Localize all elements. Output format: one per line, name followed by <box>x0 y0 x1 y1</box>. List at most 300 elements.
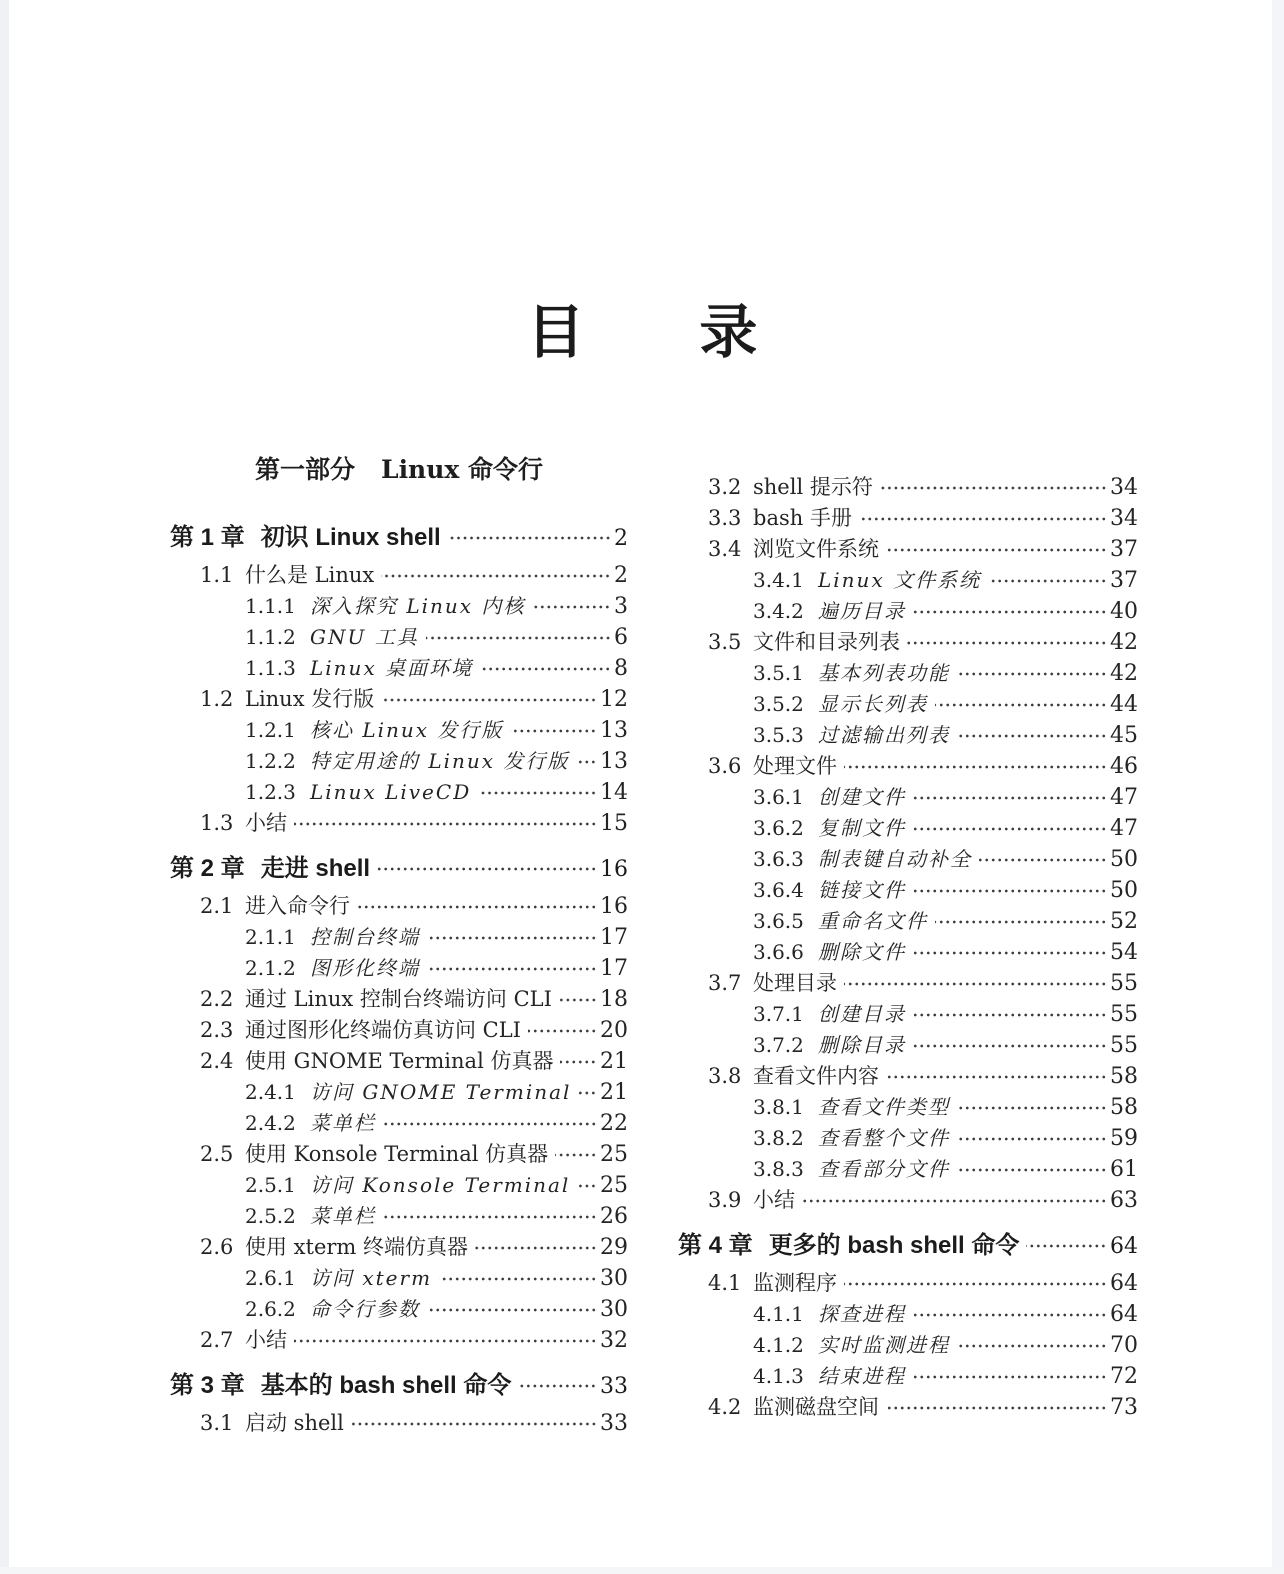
dot-leader <box>427 966 597 972</box>
toc-entry-number: 2.6.2 <box>245 1297 296 1321</box>
toc-entry-page: 58 <box>1110 1064 1138 1089</box>
toc-entry-number: 2.3 <box>200 1018 234 1042</box>
toc-entry-page: 50 <box>1110 847 1138 872</box>
toc-entry-title: 进入命令行 <box>245 894 350 918</box>
toc-entry-number: 4.1 <box>708 1271 742 1295</box>
toc-entry-row <box>170 622 628 653</box>
toc-entry-title: 什么是 Linux <box>245 563 375 587</box>
toc-entry-title: 处理目录 <box>753 971 837 995</box>
toc-entry-row <box>678 751 1138 782</box>
toc-entry-page: 6 <box>614 625 628 650</box>
toc-entry-row <box>678 1330 1138 1361</box>
dot-leader <box>913 950 1107 956</box>
toc-entry-row <box>170 1325 628 1356</box>
dot-leader <box>532 604 611 610</box>
toc-entry-row <box>678 472 1138 503</box>
toc-entry-title: 创建文件 <box>818 785 906 809</box>
toc-entry-title: 处理文件 <box>753 754 837 778</box>
toc-entry-page: 63 <box>1110 1188 1138 1213</box>
toc-entry-page: 25 <box>600 1142 628 1167</box>
dot-leader <box>528 1028 597 1034</box>
toc-entry-page: 33 <box>600 1411 628 1436</box>
toc-entry-row <box>170 1046 628 1077</box>
toc-entry-row <box>170 891 628 922</box>
dot-leader <box>518 1383 597 1389</box>
toc-entry-number: 3.5 <box>708 630 742 654</box>
dot-leader <box>377 866 597 872</box>
dot-leader <box>880 485 1107 491</box>
dot-leader <box>913 888 1107 894</box>
toc-entry-row <box>678 1030 1138 1061</box>
toc-entry-title: 基本的 bash shell 命令 <box>260 1372 512 1399</box>
toc-entry-row <box>678 689 1138 720</box>
toc-entry-page: 22 <box>600 1111 628 1136</box>
toc-entry-number: 4.1.2 <box>753 1333 804 1357</box>
toc-chapter-row <box>678 1226 1138 1266</box>
toc-entry-row <box>170 1139 628 1170</box>
toc-entry-number: 3.8 <box>708 1064 742 1088</box>
toc-entry-title: 小结 <box>753 1188 795 1212</box>
toc-entry-row <box>678 844 1138 875</box>
toc-entry-page: 18 <box>600 987 628 1012</box>
page-title: 目 录 <box>526 300 758 365</box>
toc-entry-number: 4.1.1 <box>753 1302 804 1326</box>
toc-entry-number: 3.6.3 <box>753 847 804 871</box>
toc-entry-page: 44 <box>1110 692 1138 717</box>
toc-entry-number: 1.3 <box>200 811 234 835</box>
toc-entry-number: 3.5.3 <box>753 723 804 747</box>
toc-entry-page: 47 <box>1110 816 1138 841</box>
toc-entry-number: 2.4.2 <box>245 1111 296 1135</box>
toc-entry-page: 16 <box>600 894 628 919</box>
toc-entry-number: 3.4 <box>708 537 742 561</box>
toc-entry-page: 30 <box>600 1266 628 1291</box>
toc-chapter-row <box>170 518 628 558</box>
toc-entry-page: 30 <box>600 1297 628 1322</box>
toc-entry-row <box>678 1185 1138 1216</box>
dot-leader <box>560 1059 597 1065</box>
toc-entry-page: 20 <box>600 1018 628 1043</box>
toc-entry-title: 更多的 bash shell 命令 <box>768 1232 1020 1259</box>
toc-entry-row <box>678 875 1138 906</box>
toc-entry-page: 70 <box>1110 1333 1138 1358</box>
toc-entry-row <box>678 1092 1138 1123</box>
dot-leader <box>383 1214 597 1220</box>
toc-entry-number: 1.1 <box>200 563 234 587</box>
toc-entry-number: 2.6 <box>200 1235 234 1259</box>
toc-entry-row <box>170 984 628 1015</box>
toc-entry-page: 2 <box>614 563 628 588</box>
toc-entry-page: 54 <box>1110 940 1138 965</box>
dot-leader <box>979 857 1107 863</box>
toc-entry-title: 复制文件 <box>818 816 906 840</box>
toc-entry-title: 链接文件 <box>818 878 906 902</box>
toc-entry-page: 2 <box>614 526 628 551</box>
dot-leader <box>913 609 1107 615</box>
dot-leader <box>957 1343 1107 1349</box>
page-edge-left <box>0 0 9 1574</box>
toc-entry-row <box>678 906 1138 937</box>
toc-entry-row <box>170 653 628 684</box>
toc-entry-title: 菜单栏 <box>310 1204 376 1228</box>
toc-entry-number: 3.9 <box>708 1188 742 1212</box>
toc-entry-page: 72 <box>1110 1364 1138 1389</box>
dot-leader <box>988 578 1107 584</box>
toc-entry-row <box>170 953 628 984</box>
toc-entry-title: 查看文件类型 <box>818 1095 950 1119</box>
dot-leader <box>381 573 611 579</box>
toc-entry-row <box>170 1108 628 1139</box>
toc-entry-page: 64 <box>1110 1302 1138 1327</box>
toc-entry-number: 2.1 <box>200 894 234 918</box>
toc-entry-number: 2.5.1 <box>245 1173 296 1197</box>
toc-entry-title: 使用 Konsole Terminal 仿真器 <box>245 1142 549 1166</box>
toc-entry-number: 3.1 <box>200 1411 234 1435</box>
toc-entry-number: 第 1 章 <box>170 524 245 551</box>
dot-leader <box>913 795 1107 801</box>
toc-entry-number: 3.4.2 <box>753 599 804 623</box>
toc-entry-page: 8 <box>614 656 628 681</box>
toc-entry-row <box>678 968 1138 999</box>
part-heading <box>170 452 628 488</box>
toc-entry-page: 55 <box>1110 1002 1138 1027</box>
toc-entry-title: 使用 GNOME Terminal 仿真器 <box>245 1049 554 1073</box>
toc-entry-row <box>170 746 628 777</box>
dot-leader <box>886 1405 1107 1411</box>
toc-entry-title: 创建目录 <box>818 1002 906 1026</box>
toc-column-right <box>678 452 1138 1439</box>
dot-leader <box>913 1012 1107 1018</box>
dot-leader <box>478 790 597 796</box>
page-edge-bottom <box>0 1567 1284 1574</box>
dot-leader <box>957 671 1107 677</box>
toc-entry-number: 3.6.6 <box>753 940 804 964</box>
toc-entry-title: 深入探究 Linux 内核 <box>310 594 526 618</box>
toc-entry-page: 34 <box>1110 475 1138 500</box>
toc-entry-title: 特定用途的 Linux 发行版 <box>310 749 570 773</box>
dot-leader <box>1026 1243 1107 1249</box>
toc-entry-row <box>170 922 628 953</box>
toc-entry-number: 3.7 <box>708 971 742 995</box>
toc-entry-number: 第 2 章 <box>170 855 245 882</box>
dot-leader <box>913 1043 1107 1049</box>
toc-entry-title: 控制台终端 <box>310 925 420 949</box>
toc-entry-title: 监测磁盘空间 <box>753 1395 879 1419</box>
toc-entry-page: 50 <box>1110 878 1138 903</box>
toc-entry-page: 73 <box>1110 1395 1138 1420</box>
toc-entry-row <box>678 503 1138 534</box>
toc-entry-number: 4.2 <box>708 1395 742 1419</box>
dot-leader <box>427 935 597 941</box>
toc-entry-title: 图形化终端 <box>310 956 420 980</box>
toc-entry-page: 47 <box>1110 785 1138 810</box>
toc-entry-title: 制表键自动补全 <box>818 847 972 871</box>
dot-leader <box>426 635 611 641</box>
toc-entry-title: 使用 xterm 终端仿真器 <box>245 1235 469 1259</box>
toc-entry-title: 查看部分文件 <box>818 1157 950 1181</box>
toc-entry-page: 42 <box>1110 661 1138 686</box>
toc-entry-title: shell 提示符 <box>753 475 873 499</box>
dot-leader <box>427 1307 597 1313</box>
toc-entry-number: 3.6.4 <box>753 878 804 902</box>
dot-leader <box>844 1281 1107 1287</box>
toc-entry-row <box>170 777 628 808</box>
toc-entry-page: 26 <box>600 1204 628 1229</box>
toc-entry-title: 通过 Linux 控制台终端访问 CLI <box>245 987 552 1011</box>
toc-entry-number: 1.2 <box>200 687 234 711</box>
toc-entry-page: 37 <box>1110 537 1138 562</box>
toc-entry-title: 查看文件内容 <box>753 1064 879 1088</box>
toc-entry-title: 访问 xterm <box>310 1266 433 1290</box>
toc-entry-page: 33 <box>600 1374 628 1399</box>
toc-entry-title: 通过图形化终端仿真访问 CLI <box>245 1018 521 1042</box>
toc-entry-number: 2.2 <box>200 987 234 1011</box>
toc-entry-title: 基本列表功能 <box>818 661 950 685</box>
dot-leader <box>886 1074 1107 1080</box>
toc-entry-title: Linux 桌面环境 <box>310 656 474 680</box>
toc-entry-row <box>678 1061 1138 1092</box>
toc-entry-number: 1.2.1 <box>245 718 296 742</box>
toc-entry-row <box>678 1361 1138 1392</box>
dot-leader <box>510 728 597 734</box>
toc-entry-page: 25 <box>600 1173 628 1198</box>
dot-leader <box>957 733 1107 739</box>
toc-entry-number: 3.5.2 <box>753 692 804 716</box>
toc-entry-page: 58 <box>1110 1095 1138 1120</box>
toc-entry-page: 42 <box>1110 630 1138 655</box>
dot-leader <box>886 547 1107 553</box>
toc-entry-title: 走进 shell <box>260 855 371 882</box>
toc-entry-number: 第 3 章 <box>170 1372 245 1399</box>
toc-entry-title: 删除文件 <box>818 940 906 964</box>
toc-entry-row <box>678 1154 1138 1185</box>
part-label: 第一部分 <box>254 455 355 484</box>
toc-entry-page: 16 <box>600 857 628 882</box>
toc-entry-row <box>170 1408 628 1439</box>
toc-entry-title: 重命名文件 <box>818 909 928 933</box>
dot-leader <box>957 1105 1107 1111</box>
toc-entry-row <box>678 534 1138 565</box>
toc-entry-page: 55 <box>1110 1033 1138 1058</box>
toc-entry-title: 核心 Linux 发行版 <box>310 718 504 742</box>
toc-entry-title: GNU 工具 <box>310 625 419 649</box>
toc-entry-title: 删除目录 <box>818 1033 906 1057</box>
dot-leader <box>957 1136 1107 1142</box>
toc-entry-row <box>678 1123 1138 1154</box>
toc-entry-page: 21 <box>600 1080 628 1105</box>
dot-leader <box>577 1183 597 1189</box>
toc-entry-title: 显示长列表 <box>818 692 928 716</box>
toc-entry-page: 14 <box>600 780 628 805</box>
toc-entry-title: 查看整个文件 <box>818 1126 950 1150</box>
toc-entry-title: 访问 Konsole Terminal <box>310 1173 571 1197</box>
toc-entry-page: 64 <box>1110 1234 1138 1259</box>
dot-leader <box>559 997 597 1003</box>
toc-entry-page: 45 <box>1110 723 1138 748</box>
toc-entry-row <box>678 627 1138 658</box>
toc-entry-page: 13 <box>600 749 628 774</box>
dot-leader <box>935 919 1107 925</box>
toc-entry-row <box>170 1232 628 1263</box>
toc-entry-row <box>170 1077 628 1108</box>
toc-entry-number: 3.7.2 <box>753 1033 804 1057</box>
toc-entry-title: 遍历目录 <box>818 599 906 623</box>
toc-entry-page: 64 <box>1110 1271 1138 1296</box>
toc-entry-number: 1.1.2 <box>245 625 296 649</box>
dot-leader <box>844 764 1107 770</box>
toc-entry-page: 61 <box>1110 1157 1138 1182</box>
toc-entry-title: Linux 发行版 <box>245 687 375 711</box>
toc-entry-number: 3.4.1 <box>753 568 804 592</box>
toc-entry-title: 小结 <box>245 811 287 835</box>
toc-entry-page: 37 <box>1110 568 1138 593</box>
toc-entry-row <box>678 1299 1138 1330</box>
toc-entry-page: 32 <box>600 1328 628 1353</box>
toc-entry-number: 2.1.1 <box>245 925 296 949</box>
toc-entry-page: 40 <box>1110 599 1138 624</box>
toc-entry-number: 2.5.2 <box>245 1204 296 1228</box>
dot-leader <box>844 981 1107 987</box>
dot-leader <box>555 1152 597 1158</box>
dot-leader <box>859 516 1107 522</box>
dot-leader <box>475 1245 597 1251</box>
toc-entry-number: 3.6.2 <box>753 816 804 840</box>
toc-entry-number: 2.7 <box>200 1328 234 1352</box>
toc-entry-row <box>170 1263 628 1294</box>
toc-entry-number: 1.1.3 <box>245 656 296 680</box>
toc-entry-page: 29 <box>600 1235 628 1260</box>
dot-leader <box>957 1167 1107 1173</box>
toc-entry-number: 3.8.2 <box>753 1126 804 1150</box>
toc-entry-title: 实时监测进程 <box>818 1333 950 1357</box>
toc-entry-page: 12 <box>600 687 628 712</box>
dot-leader <box>913 826 1107 832</box>
toc-entry-number: 2.6.1 <box>245 1266 296 1290</box>
toc-entry-row <box>678 1392 1138 1423</box>
toc-entry-title: 初识 Linux shell <box>260 524 441 551</box>
toc-entry-page: 21 <box>600 1049 628 1074</box>
toc-column-left <box>170 452 628 1439</box>
toc-entry-number: 第 4 章 <box>678 1232 753 1259</box>
toc-entry-title: Linux 文件系统 <box>818 568 982 592</box>
toc-entry-number: 3.6.5 <box>753 909 804 933</box>
toc-entry-page: 3 <box>614 594 628 619</box>
toc-entry-title: 命令行参数 <box>310 1297 420 1321</box>
toc-entry-page: 46 <box>1110 754 1138 779</box>
toc-entry-row <box>678 937 1138 968</box>
toc-entry-page: 59 <box>1110 1126 1138 1151</box>
toc-entry-title: 文件和目录列表 <box>753 630 900 654</box>
toc-entry-row <box>170 560 628 591</box>
toc-entry-title: 启动 shell <box>245 1411 344 1435</box>
toc-entry-title: 访问 GNOME Terminal <box>310 1080 572 1104</box>
toc-entry-page: 13 <box>600 718 628 743</box>
toc-chapter-row <box>170 1366 628 1406</box>
dot-leader <box>351 1421 597 1427</box>
toc-entry-row <box>678 596 1138 627</box>
toc-entry-page: 52 <box>1110 909 1138 934</box>
toc-entry-row <box>170 1170 628 1201</box>
toc-entry-page: 55 <box>1110 971 1138 996</box>
toc-entry-number: 3.2 <box>708 475 742 499</box>
toc-entry-title: 探查进程 <box>818 1302 906 1326</box>
toc-entry-number: 2.4.1 <box>245 1080 296 1104</box>
toc-entry-number: 3.8.1 <box>753 1095 804 1119</box>
toc-entry-number: 3.3 <box>708 506 742 530</box>
toc-entry-number: 4.1.3 <box>753 1364 804 1388</box>
toc-entry-page: 34 <box>1110 506 1138 531</box>
dot-leader <box>357 904 597 910</box>
toc-entry-page: 17 <box>600 925 628 950</box>
dot-leader <box>383 1121 597 1127</box>
toc-entry-number: 1.1.1 <box>245 594 296 618</box>
toc-entry-title: 监测程序 <box>753 1271 837 1295</box>
page-edge-right <box>1272 0 1284 1574</box>
toc-entry-number: 3.5.1 <box>753 661 804 685</box>
toc-entry-number: 2.4 <box>200 1049 234 1073</box>
dot-leader <box>439 1276 597 1282</box>
toc-entry-row <box>678 658 1138 689</box>
toc-entry-title: 菜单栏 <box>310 1111 376 1135</box>
toc-entry-number: 3.6.1 <box>753 785 804 809</box>
toc-columns <box>170 452 1138 1439</box>
toc-entry-row <box>170 1294 628 1325</box>
toc-entry-number: 1.2.3 <box>245 780 296 804</box>
toc-chapter-row <box>170 849 628 889</box>
toc-entry-row <box>170 808 628 839</box>
toc-entry-title: 浏览文件系统 <box>753 537 879 561</box>
toc-entry-row <box>170 1015 628 1046</box>
toc-entry-row <box>170 715 628 746</box>
toc-entry-title: 过滤输出列表 <box>818 723 950 747</box>
toc-entry-number: 3.8.3 <box>753 1157 804 1181</box>
toc-entry-row <box>170 1201 628 1232</box>
dot-leader <box>935 702 1107 708</box>
toc-entry-title: Linux LiveCD <box>310 780 472 804</box>
toc-entry-number: 3.6 <box>708 754 742 778</box>
dot-leader <box>907 640 1107 646</box>
dot-leader <box>294 821 597 827</box>
dot-leader <box>578 1090 597 1096</box>
dot-leader <box>913 1312 1107 1318</box>
dot-leader <box>381 697 597 703</box>
part-title-text: Linux 命令行 <box>380 455 544 484</box>
dot-leader <box>913 1374 1107 1380</box>
dot-leader <box>802 1198 1107 1204</box>
toc-entry-row <box>678 782 1138 813</box>
toc-entry-title: 小结 <box>245 1328 287 1352</box>
toc-entry-number: 3.7.1 <box>753 1002 804 1026</box>
dot-leader <box>448 535 611 541</box>
dot-leader <box>576 759 597 765</box>
toc-entry-row <box>678 813 1138 844</box>
toc-entry-row <box>678 720 1138 751</box>
dot-leader <box>294 1338 597 1344</box>
dot-leader <box>480 666 611 672</box>
toc-entry-title: 结束进程 <box>818 1364 906 1388</box>
toc-entry-number: 2.1.2 <box>245 956 296 980</box>
toc-entry-title: bash 手册 <box>753 506 852 530</box>
toc-entry-page: 17 <box>600 956 628 981</box>
toc-entry-row <box>678 1268 1138 1299</box>
toc-entry-row <box>170 591 628 622</box>
toc-entry-number: 1.2.2 <box>245 749 296 773</box>
toc-entry-row <box>170 684 628 715</box>
toc-entry-page: 15 <box>600 811 628 836</box>
toc-entry-row <box>678 999 1138 1030</box>
toc-entry-row <box>678 565 1138 596</box>
toc-entry-number: 2.5 <box>200 1142 234 1166</box>
